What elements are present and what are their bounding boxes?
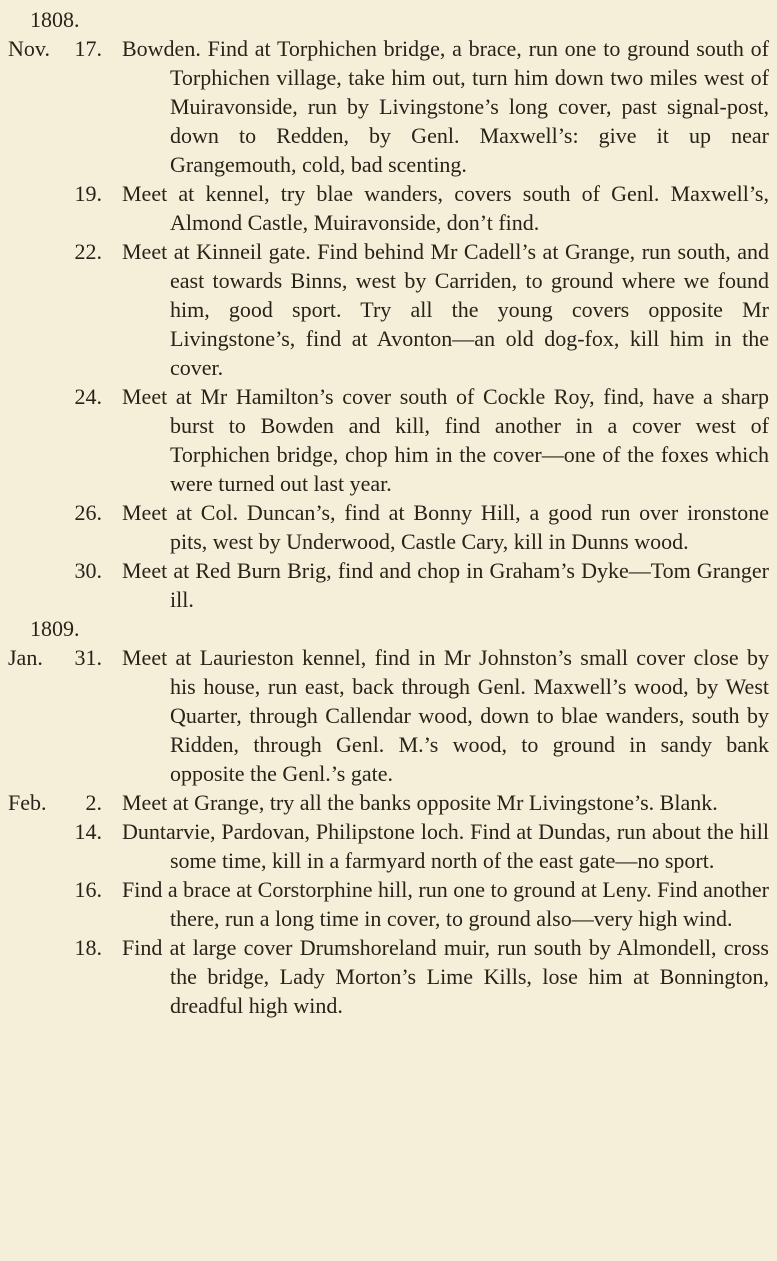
entry-text: Meet at kennel, try blae wanders, covers south of Genl. Maxwell’s, Almond Castle, Muiravonside, don’t find. [122, 181, 769, 235]
diary-entry [8, 875, 769, 933]
diary-entry [8, 788, 769, 817]
entry-day-label: 30. [74, 558, 102, 583]
entry-day-label: 22. [74, 239, 102, 264]
entry-month-label: Jan. [8, 645, 43, 670]
entry-day-label: 26. [74, 500, 102, 525]
entry-day-label: 14. [74, 819, 102, 844]
entry-day-label: 24. [74, 384, 102, 409]
entry-text: Meet at Col. Duncan’s, find at Bonny Hill, a good run over ironstone pits, west by Underwood, Castle Cary, kill in Dunns wood. [122, 500, 769, 554]
entry-day-label: 16. [74, 877, 102, 902]
entry-day-label: 2. [85, 790, 102, 815]
year-heading: 1808. [30, 7, 80, 32]
entry-text: Bowden. Find at Torphichen bridge, a brace, run one to ground south of Torphichen village, take him out, turn him down two miles west of Muiravonside, run by Livingstone’s long cover, past signal-post, down to Redden, by Genl. Maxwell’s: give it up near Grangemouth, cold, bad scenting. [122, 36, 769, 177]
entry-text: Meet at Laurieston kennel, find in Mr Johnston’s small cover close by his house, run east, back through Genl. Maxwell’s wood, by West Quarter, through Callendar wood, down to blae wanders, south by Ridden, through Genl. M.’s wood, to ground in sandy bank opposite the Genl.’s gate. [122, 645, 769, 786]
entry-day-label: 18. [74, 935, 102, 960]
entry-text: Meet at Kinneil gate. Find behind Mr Cadell’s at Grange, run south, and east towards Binns, west by Carriden, to ground where we found him, good sport. Try all the young covers opposite Mr Livingstone’s, find at Avonton—an old dog-fox, kill him in the cover. [122, 239, 769, 380]
entry-day-label: 19. [74, 181, 102, 206]
hunting-diary-content [8, 5, 769, 1020]
diary-entry [8, 179, 769, 237]
year-heading: 1809. [30, 616, 80, 641]
diary-entry [8, 817, 769, 875]
entry-month-label: Nov. [8, 36, 50, 61]
diary-entry [8, 237, 769, 382]
entry-day-label: 17. [74, 36, 102, 61]
diary-entry [8, 556, 769, 614]
diary-entry [8, 643, 769, 788]
entry-text: Find a brace at Corstorphine hill, run one to ground at Leny. Find another there, run a long time in cover, to ground also—very high wind. [122, 877, 769, 931]
entry-text: Duntarvie, Pardovan, Philipstone loch. Find at Dundas, run about the hill some time, kill in a farmyard north of the east gate—no sport. [122, 819, 769, 873]
entry-day-label: 31. [74, 645, 102, 670]
diary-entry [8, 933, 769, 1020]
diary-entry [8, 498, 769, 556]
entry-text: Meet at Mr Hamilton’s cover south of Cockle Roy, find, have a sharp burst to Bowden and kill, find another in a cover west of Torphichen bridge, chop him in the cover—one of the foxes which were turned out last year. [122, 384, 769, 496]
entry-month-label: Feb. [8, 790, 47, 815]
diary-entry [8, 382, 769, 498]
diary-entry [8, 34, 769, 179]
entry-text: Meet at Grange, try all the banks opposite Mr Livingstone’s. Blank. [122, 790, 718, 815]
entry-text: Meet at Red Burn Brig, find and chop in Graham’s Dyke—Tom Granger ill. [122, 558, 769, 612]
entry-text: Find at large cover Drumshoreland muir, run south by Almondell, cross the bridge, Lady Morton’s Lime Kills, lose him at Bonnington, dreadful high wind. [122, 935, 769, 1018]
